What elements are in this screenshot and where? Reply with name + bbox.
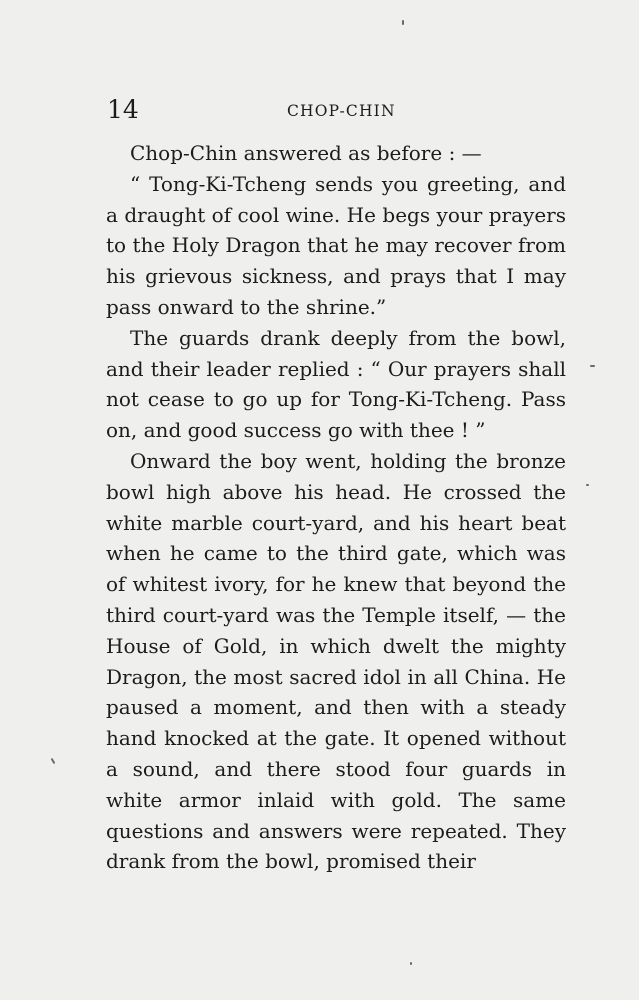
paragraph-1: Chop-Chin answered as before : —: [130, 141, 482, 165]
page-number: 14: [107, 95, 139, 124]
scan-speck: [586, 484, 589, 486]
scan-speck: [51, 758, 56, 764]
paragraph-3: The guards drank deeply from the bowl, and their leader replied : “ Our prayers shall not cease to go up for Tong-Ki-Tcheng. Pass on, and good success go with thee ! ”: [106, 325, 566, 443]
scan-speck: [590, 365, 595, 367]
body-text: [106, 138, 566, 877]
paragraph-2: “ Tong-Ki-Tcheng sends you greeting, and a draught of cool wine. He begs your prayers to the Holy Dragon that he may recover from his grievous sickness, and prays that I may pass onward to the shrine.”: [106, 171, 566, 319]
running-title: CHOP-CHIN: [287, 102, 396, 120]
scan-speck: [402, 20, 404, 25]
scan-speck: [410, 962, 412, 965]
running-head: [107, 93, 567, 127]
paragraph-4: Onward the boy went, holding the bronze bowl high above his head. He crossed the white marble court-yard, and his heart beat when he came to the third gate, which was of whitest ivory, for he knew that beyond the third court-yard was the Temple itself, — the House of Gold, in which dwelt the mighty Dragon, the most sacred idol in all China. He paused a moment, and then with a steady hand knocked at the gate. It opened without a sound, and there stood four guards in white armor inlaid with gold. The same questions and answers were repeated. They drank from the bowl, promised their: [106, 448, 566, 874]
